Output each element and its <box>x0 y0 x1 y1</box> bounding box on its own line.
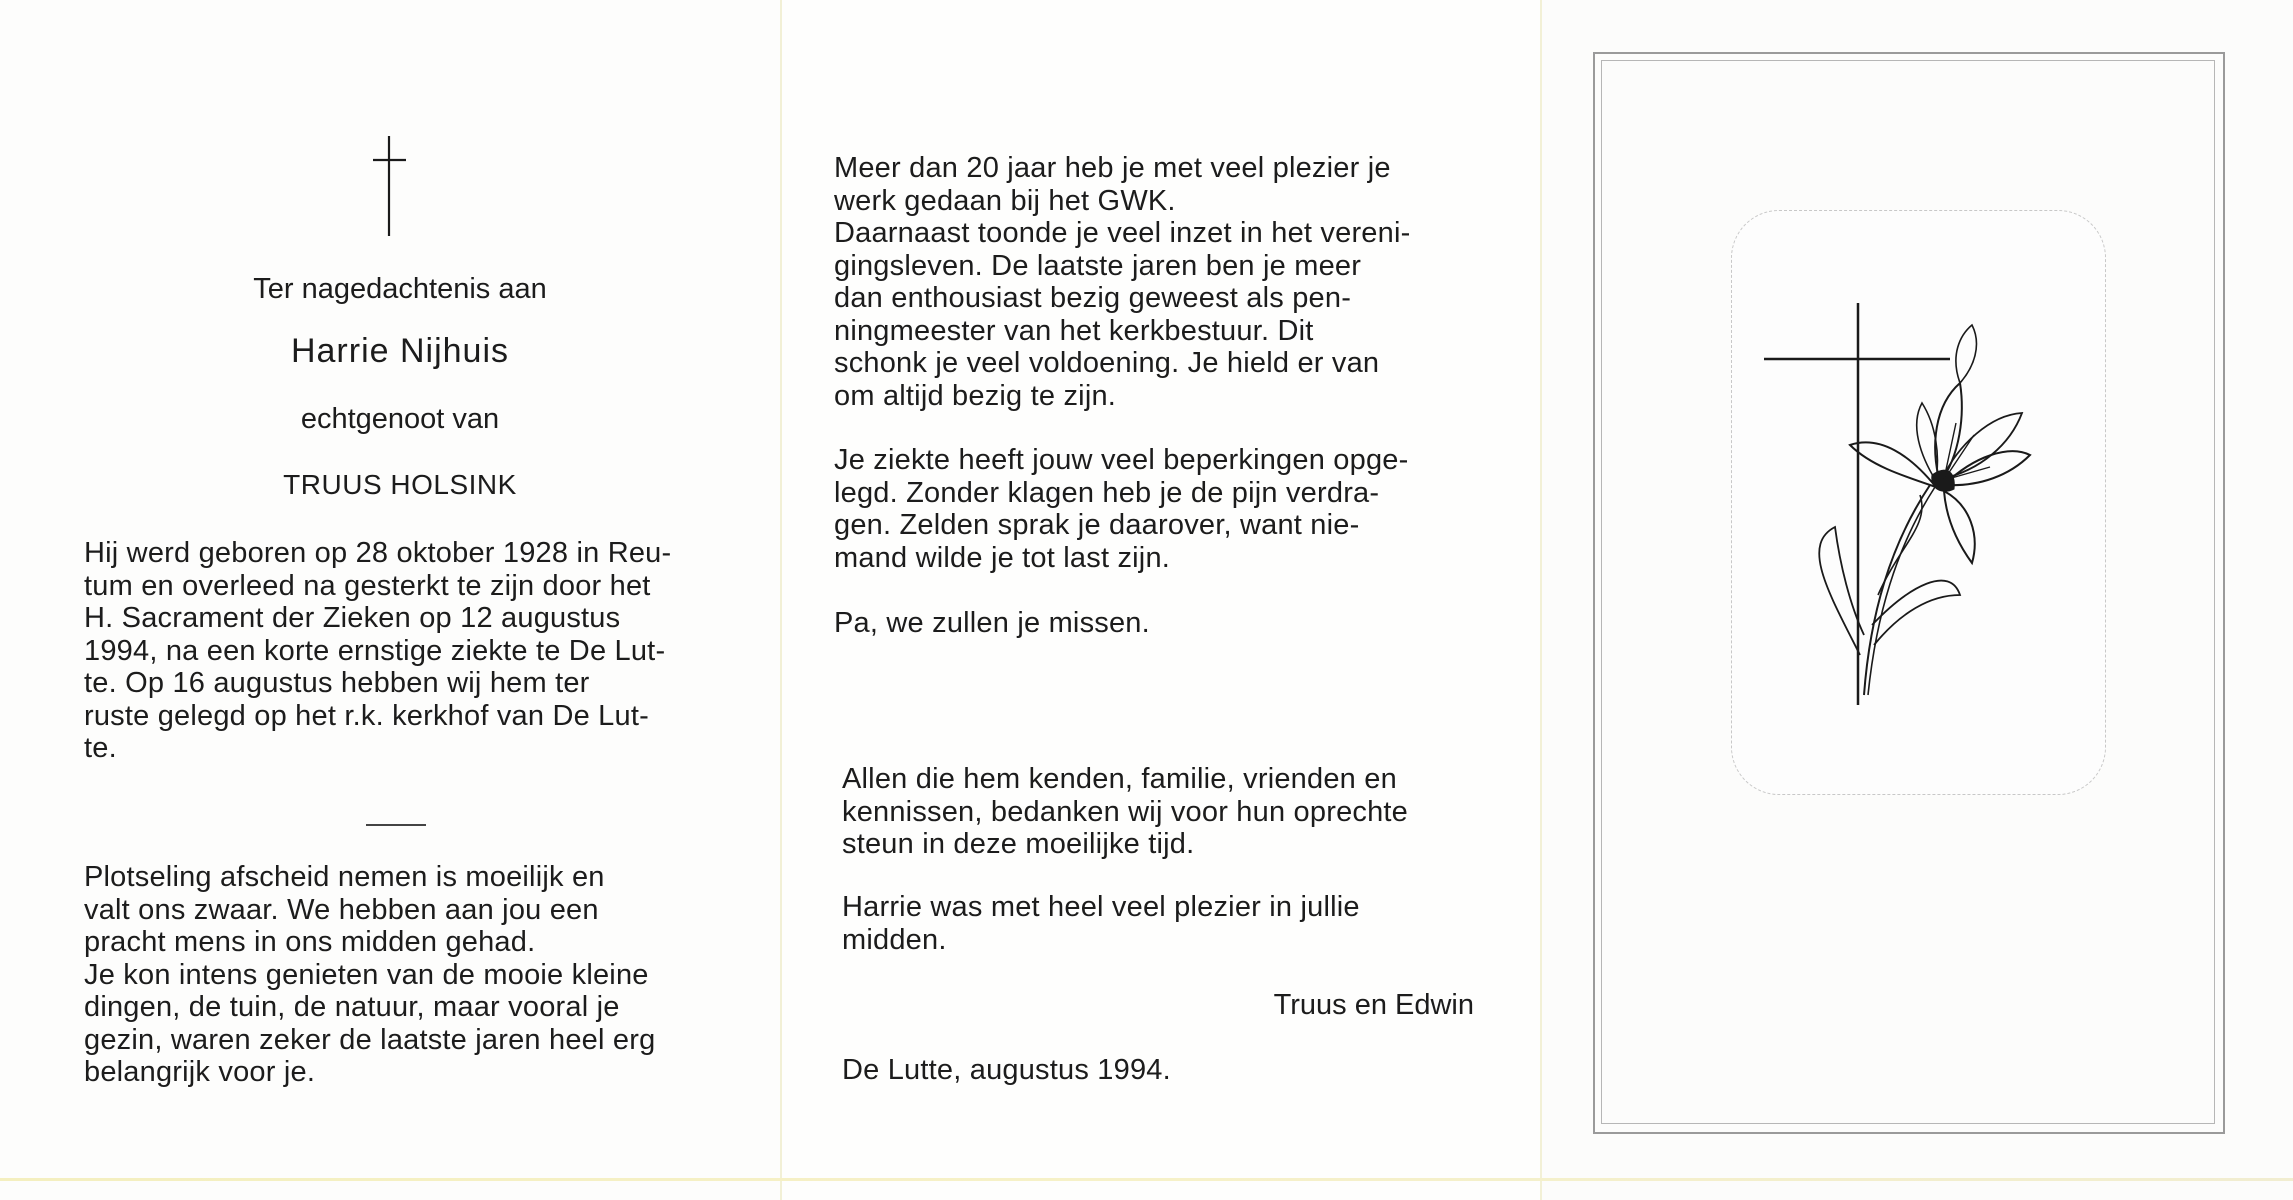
biography-paragraph: Hij werd geboren op 28 oktober 1928 in Reu- tum en overleed na gesterkt te zijn door het H. Sacrament der Zieken op 12 augustus 1994, na een korte ernstige ziekte te De Lut- te. Op 16 augustus hebben wij hem ter ruste gelegd op het r.k. kerkhof van De Lut- te. <box>84 537 672 764</box>
spouse-name: TRUUS HOLSINK <box>283 469 517 500</box>
illness-paragraph: Je ziekte heeft jouw veel beperkingen opge- legd. Zonder klagen heb je de pijn verdra- gen. Zelden sprak je daarover, want nie- mand wilde je tot last zijn. <box>834 444 1409 574</box>
intro-text: Ter nagedachtenis aan <box>253 273 547 305</box>
relation-text: echtgenoot van <box>300 403 500 435</box>
joy-paragraph: Harrie was met heel veel plezier in jullie midden. <box>842 891 1360 956</box>
fold-divider-right <box>1540 0 1542 1200</box>
fold-divider-left <box>780 0 782 1200</box>
closing-line: Pa, we zullen je missen. <box>834 607 1150 639</box>
work-paragraph: Meer dan 20 jaar heb je met veel plezier je werk gedaan bij het GWK. Daarnaast toonde je veel inzet in het vereni- gingsleven. De laatste jaren ben je meer dan enthousiast bezig geweest als pen- ningmeester van het kerkbestuur. Dit schonk je veel voldoening. Je hield er van om altijd bezig te zijn. <box>834 152 1411 412</box>
deceased-name: Harrie Nijhuis <box>290 332 510 370</box>
cross-with-lily-icon <box>1760 295 2080 715</box>
place-date-line: De Lutte, augustus 1994. <box>842 1054 1171 1086</box>
cross-icon <box>370 134 410 238</box>
section-divider <box>366 824 426 826</box>
bottom-paper-edge <box>0 1178 2293 1181</box>
farewell-paragraph: Plotseling afscheid nemen is moeilijk en valt ons zwaar. We hebben aan jou een pracht mens in ons midden gehad. Je kon intens genieten van de mooie kleine dingen, de tuin, de natuur, maar vooral je gezin, waren zeker de laatste jaren heel erg belangrijk voor je. <box>84 861 656 1088</box>
thanks-paragraph: Allen die hem kenden, familie, vrienden en kennissen, bedanken wij voor hun oprechte steun in deze moeilijke tijd. <box>842 763 1409 860</box>
signature-line: Truus en Edwin <box>1273 989 1474 1021</box>
